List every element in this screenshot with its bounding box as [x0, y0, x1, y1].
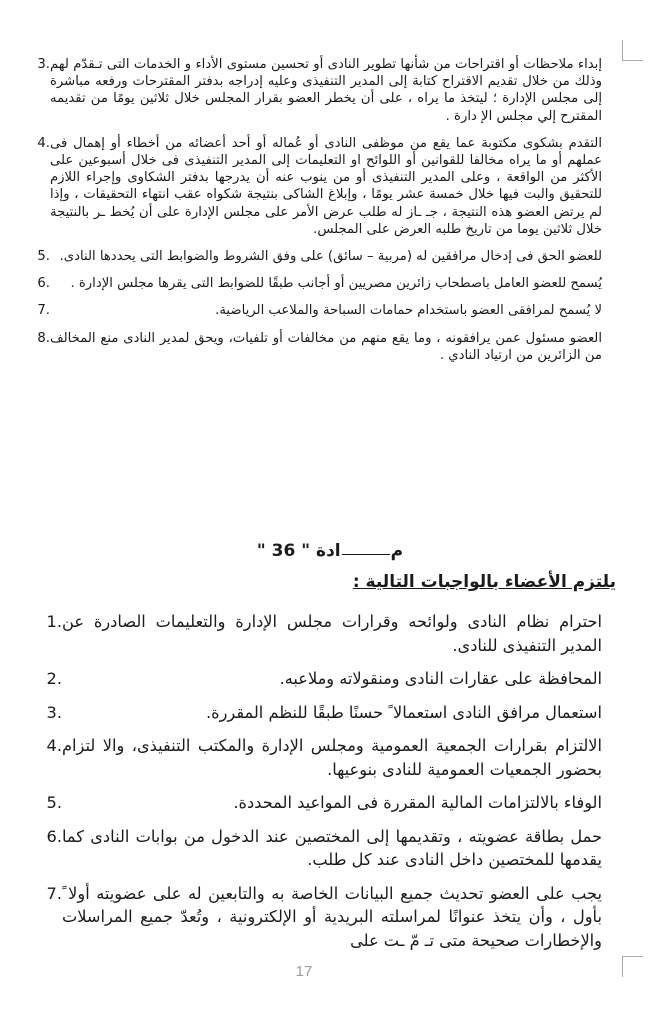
item-text: للعضو الحق فى إدخال مرافقين له (مربية – سائق) على وفق الشروط والضوابط التى يحددها النادى. [59, 249, 602, 265]
list-item [28, 302, 602, 319]
item-text: الوفاء بالالتزامات المالية المقررة فى المواعيد المحددة. [233, 793, 602, 812]
item-number: .3 [37, 57, 50, 72]
list-item [28, 135, 602, 238]
page-number: 17 [295, 963, 313, 980]
item-number: .6 [37, 276, 50, 292]
item-text: الالتزام بقرارات الجمعية العمومية ومجلس الإدارة والمكتب التنفيذى، والا لتزام بحضور الجمعيات العمومية للنادى بنوعيها. [62, 736, 602, 779]
item-number: .5 [37, 249, 50, 265]
item-text: لا يُسمح لمرافقى العضو باستخدام حمامات السباحة والملاعب الرياضية. [215, 303, 602, 319]
list-item [28, 330, 602, 364]
list-item [34, 825, 602, 872]
article-title-start: م [390, 541, 404, 561]
list-item [28, 275, 602, 292]
item-text: حمل بطاقة عضويته ، وتقديمها إلى المختصين عند الدخول من بوابات النادى كما يقدمها للمختصين داخل النادى عند كل طلب. [62, 826, 602, 869]
item-text: احترام نظام النادى ولوائحه وقرارات مجلس الإدارة والتعليمات الصادرة عن المدير التنفيذى للنادى. [62, 612, 602, 655]
item-number: .3 [46, 702, 62, 722]
article-title-end: ادة " 36 " [256, 541, 341, 561]
item-number: .7 [37, 303, 50, 319]
item-text: إبداء ملاحظات أو اقتراحات من شأنها تطوير النادى أو تحسين مستوى الأداء و الخدمات التى تـقدّم لهم وذلك من خلال تقديم الاقتراح كتابة إلى المدير التنفيذى وعليه إدراجه بدفتر المقترحات ورفعه مباشرة إلى مجلس الإدارة ؛ ليتخذ ما يراه ، على أن يخطر العضو بقرار المجلس خلال ثلاثين يومًا من تقديمه المقترح إلي مجلس الإ دارة . [50, 57, 602, 124]
item-text: المحافظة على عقارات النادى ومنقولاته وملاعبه. [279, 669, 602, 688]
item-number: .4 [37, 135, 50, 151]
list-item [34, 734, 602, 781]
item-text: التقدم بشكوى مكتوبة عما يقع من موظفى النادى أو عُماله أو أحد أعضائه من أخطاء أو إهمال فى عملهم أو ما يراه مخالفا للقوانين أو اللوائح او التعليمات إلى المدير التنفيذى فى خلال أسبوعين على الأكثر من الواقعة ، وعلى المدير التنفيذى أو من ينوب عنه أن يدرجها بدفتر الشكاوى وإجراء اللازم للتحقيق والبت فيها خلال خمسة عشر يومًا ، وإبلاغ الشاكى بنتيجة شكواه عقب انتهاء التحقيقات ، وإذا لم يرتض العضو هذه النتيجة ، جـ ـاز له طلب عرض الأمر على مجلس الإدارة على أن يُخط ـر بالنتيجة خلال ثلاثين يوما من تاريخ طلبه العرض على المجلس. [50, 135, 602, 237]
duties-list [34, 610, 602, 952]
list-item [34, 791, 602, 815]
list-item [34, 610, 602, 657]
rights-list [28, 56, 602, 374]
section-heading: يلتزم الأعضاء بالواجبات التالية : [352, 572, 616, 592]
item-text: يُسمح للعضو العامل باصطحاب زائرين مصريين أو أجانب طبقًا للضوابط التى يقرها مجلس الإدارة . [70, 276, 602, 292]
item-text: العضو مسئول عمن يرافقونه ، وما يقع منهم من مخالفات أو تلفيات، ويحق لمدير النادى منع المخالف من الزائرين من ارتياد النادي . [50, 330, 602, 363]
page-corner-mark-bottom [622, 956, 643, 977]
list-item [34, 701, 602, 725]
item-number: .2 [46, 669, 62, 688]
item-number: .5 [46, 793, 62, 812]
item-text: يجب على العضو تحديث جميع البيانات الخاصة به والتابعين له على عضويته أولا ً بأول ، وأن يتخذ عنوانًا لمراسلته البريدية أو الإلكترونية ، وتُعدّ جميع المراسلات والإخطارات صحيحة متى تـ مّ ـت على [62, 883, 602, 950]
item-number: .7 [46, 883, 62, 903]
list-item [28, 248, 602, 265]
article-title [150, 541, 510, 561]
item-number: .1 [46, 612, 62, 631]
item-number: .4 [46, 736, 62, 755]
page-corner-mark-top [622, 40, 643, 61]
item-text: استعمال مرافق النادى استعمالا ً حسنًا طبقًا للنظم المقررة. [205, 702, 602, 722]
list-item [28, 56, 602, 125]
list-item [34, 882, 602, 952]
item-number: .6 [46, 826, 62, 846]
list-item [34, 667, 602, 691]
item-number: .8 [37, 330, 50, 346]
title-dash [342, 554, 390, 555]
